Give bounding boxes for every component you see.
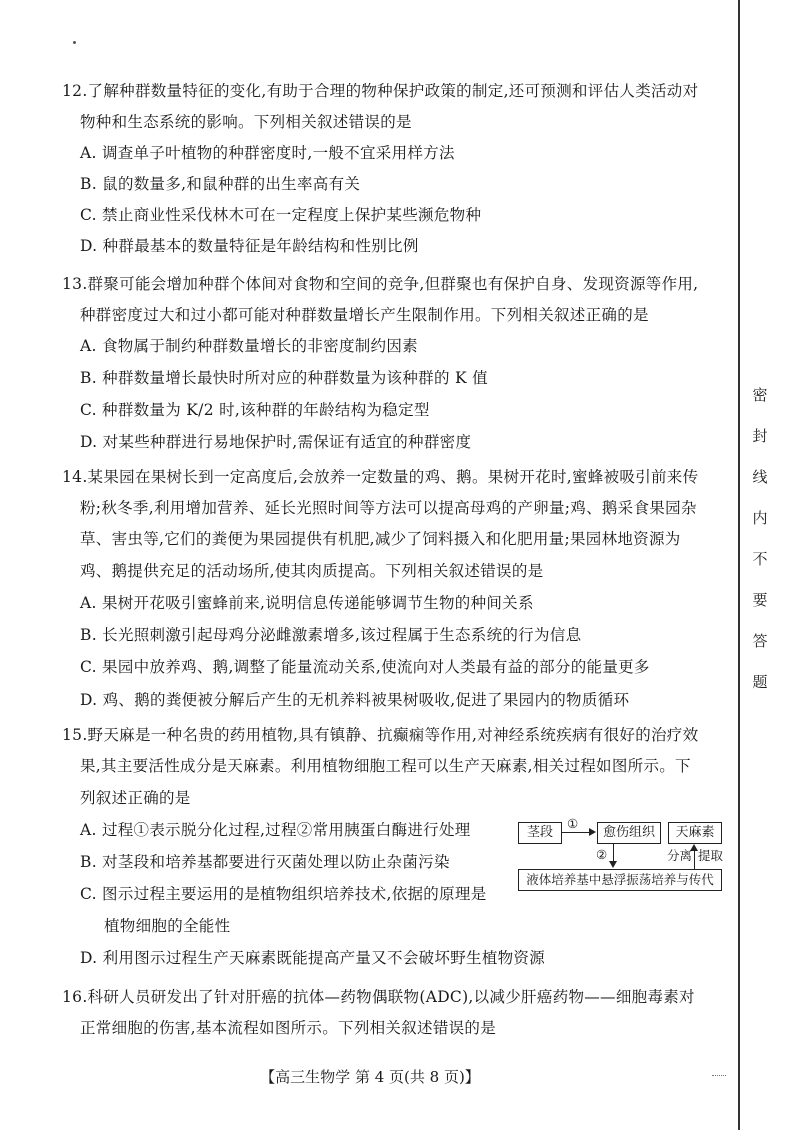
seal-char: 内 bbox=[752, 509, 768, 527]
q15-option-c: C. 图示过程主要运用的是植物组织培养技术,依据的原理是 bbox=[80, 885, 487, 903]
diagram-label-extract: 提取 bbox=[698, 848, 724, 863]
seal-char: 答 bbox=[752, 632, 768, 650]
q13-option-d: D. 对某些种群进行易地保护时,需保证有适宜的种群密度 bbox=[80, 433, 472, 451]
q16-stem-line2: 正常细胞的伤害,基本流程如图所示。下列相关叙述错误的是 bbox=[80, 1019, 497, 1037]
page-footer: 【高三生物学 第 4 页(共 8 页)】 bbox=[260, 1068, 480, 1086]
q14-stem-line4: 鸡、鹅提供充足的活动场所,使其肉质提高。下列相关叙述错误的是 bbox=[80, 562, 544, 580]
q15-stem-line1: 15.野天麻是一种名贵的药用植物,具有镇静、抗癫痫等作用,对神经系统疾病有很好的治疗效 bbox=[62, 726, 699, 744]
q15-stem-line2: 果,其主要活性成分是天麻素。利用植物细胞工程可以生产天麻素,相关过程如图所示。下 bbox=[80, 757, 691, 775]
diagram-arrowhead-1 bbox=[589, 828, 596, 836]
diagram-arrow-1 bbox=[561, 832, 591, 833]
q13-option-a: A. 食物属于制约种群数量增长的非密度制约因素 bbox=[80, 337, 418, 355]
q13-option-b: B. 种群数量增长最快时所对应的种群数量为该种群的 K 值 bbox=[80, 369, 488, 387]
q15-option-d: D. 利用图示过程生产天麻素既能提高产量又不会破坏野生植物资源 bbox=[80, 949, 546, 967]
diagram-arrowhead-2 bbox=[609, 861, 617, 868]
diagram-step-1: ① bbox=[567, 816, 579, 831]
q13-stem-line1: 13.群聚可能会增加种群个体间对食物和空间的竞争,但群聚也有保护自身、发现资源等作用, bbox=[62, 275, 699, 293]
q14-stem-line2: 粉;秋冬季,利用增加营养、延长光照时间等方法可以提高母鸡的产卵量;鸡、鹅采食果园杂 bbox=[80, 499, 697, 517]
seal-char: 线 bbox=[752, 468, 768, 486]
q13-option-c: C. 种群数量为 K/2 时,该种群的年龄结构为稳定型 bbox=[80, 401, 430, 419]
q15-option-c-cont: 植物细胞的全能性 bbox=[104, 917, 231, 935]
diagram-step-2: ② bbox=[596, 847, 608, 862]
q15-process-diagram bbox=[515, 818, 725, 898]
q14-option-b: B. 长光照刺激引起母鸡分泌雌激素增多,该过程属于生态系统的行为信息 bbox=[80, 626, 582, 644]
seal-margin-text bbox=[748, 375, 772, 703]
q14-stem-line3: 草、害虫等,它们的粪便为果园提供有机肥,减少了饲料摄入和化肥用量;果园林地资源为 bbox=[80, 530, 681, 548]
diagram-box-stem: 茎段 bbox=[518, 822, 562, 844]
diagram-box-culture: 液体培养基中悬浮振荡培养与传代 bbox=[518, 869, 722, 891]
q14-stem-line1: 14.某果园在果树长到一定高度后,会放养一定数量的鸡、鹅。果树开花时,蜜蜂被吸引前来传 bbox=[62, 468, 699, 486]
seal-line bbox=[738, 0, 740, 1130]
seal-char: 题 bbox=[752, 673, 768, 691]
seal-char: 封 bbox=[752, 427, 768, 445]
seal-char: 密 bbox=[752, 386, 768, 404]
q15-stem-line3: 列叙述正确的是 bbox=[80, 789, 191, 807]
q15-option-a: A. 过程①表示脱分化过程,过程②常用胰蛋白酶进行处理 bbox=[80, 821, 471, 839]
q14-option-d: D. 鸡、鹅的粪便被分解后产生的无机养料被果树吸收,促进了果园内的物质循环 bbox=[80, 691, 630, 709]
diagram-box-callus: 愈伤组织 bbox=[597, 822, 661, 844]
diagram-box-product: 天麻素 bbox=[668, 822, 722, 844]
q12-option-c: C. 禁止商业性采伐林木可在一定程度上保护某些濒危物种 bbox=[80, 206, 482, 224]
q13-stem-line2: 种群密度过大和过小都可能对种群数量增长产生限制作用。下列相关叙述正确的是 bbox=[80, 306, 649, 324]
q12-option-d: D. 种群最基本的数量特征是年龄结构和性别比例 bbox=[80, 237, 419, 255]
q12-stem-line2: 物种和生态系统的影响。下列相关叙述错误的是 bbox=[80, 113, 412, 131]
q12-option-b: B. 鼠的数量多,和鼠种群的出生率高有关 bbox=[80, 175, 361, 193]
seal-char: 不 bbox=[752, 550, 768, 568]
q15-option-b: B. 对茎段和培养基都要进行灭菌处理以防止杂菌污染 bbox=[80, 853, 450, 871]
scan-mark bbox=[712, 1075, 726, 1078]
q16-stem-line1: 16.科研人员研发出了针对肝癌的抗体—药物偶联物(ADC),以减少肝癌药物——细胞毒素对 bbox=[62, 988, 695, 1006]
seal-char: 要 bbox=[752, 591, 768, 609]
diagram-label-separate: 分离 bbox=[667, 848, 693, 863]
q14-option-a: A. 果树开花吸引蜜蜂前来,说明信息传递能够调节生物的种间关系 bbox=[80, 594, 534, 612]
q12-stem-line1: 12.了解种群数量特征的变化,有助于合理的物种保护政策的制定,还可预测和评估人类活动对 bbox=[62, 82, 699, 100]
diagram-arrow-3 bbox=[694, 850, 695, 869]
q12-option-a: A. 调查单子叶植物的种群密度时,一般不宜采用样方法 bbox=[80, 144, 455, 162]
scan-speck bbox=[73, 41, 76, 44]
q14-option-c: C. 果园中放养鸡、鹅,调整了能量流动关系,使流向对人类最有益的部分的能量更多 bbox=[80, 658, 650, 676]
